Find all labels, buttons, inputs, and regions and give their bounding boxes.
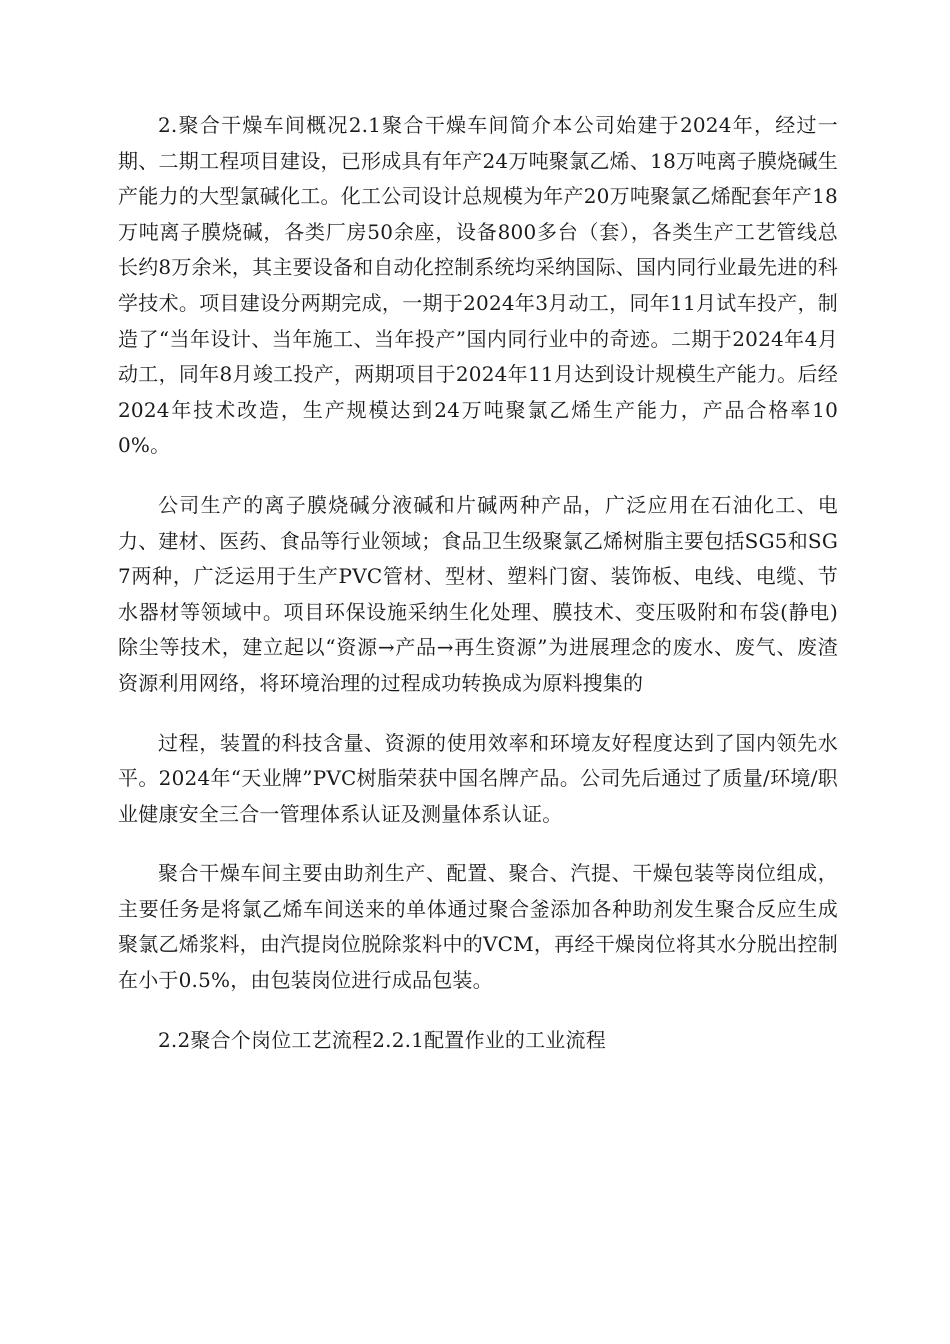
section-heading-process-flow: 2.2聚合个岗位工艺流程2.2.1配置作业的工业流程 — [158, 1027, 606, 1052]
paragraph-technology-level: 过程，装置的科技含量、资源的使用效率和环境友好程度达到了国内领先水平。2024年“天业牌”PVC树脂荣获中国名牌产品。公司先后通过了质量/环境/职业健康安全三合一管理体系认证及测量体系认证。 — [118, 730, 838, 826]
paragraph-workshop-tasks: 聚合干燥车间主要由助剂生产、配置、聚合、汽提、干燥包装等岗位组成，主要任务是将氯乙烯车间送来的单体通过聚合釜添加各种助剂发生聚合反应生成聚氯乙烯浆料，由汽提岗位脱除浆料中的VCM，再经干燥岗位将其水分脱出控制在小于0.5%，由包装岗位进行成品包装。 — [118, 861, 838, 993]
paragraph-products-applications: 公司生产的离子膜烧碱分液碱和片碱两种产品，广泛应用在石油化工、电力、建材、医药、食品等行业领域；食品卫生级聚氯乙烯树脂主要包括SG5和SG7两种，广泛运用于生产PVC管材、型材、塑料门窗、装饰板、电线、电缆、节水器材等领域中。项目环保设施采纳生化处理、膜技术、变压吸附和布袋(静电)除尘等技术，建立起以“资源→产品→再生资源”为进展理念的废水、废气、废渣资源利用网络，将环境治理的过程成功转换成为原料搜集的 — [118, 492, 838, 695]
paragraph-workshop-overview: 2.聚合干燥车间概况2.1聚合干燥车间简介本公司始建于2024年，经过一期、二期工程项目建设，已形成具有年产24万吨聚氯乙烯、18万吨离子膜烧碱生产能力的大型氯碱化工。化工公司设计总规模为年产20万吨聚氯乙烯配套年产18万吨离子膜烧碱，各类厂房50余座，设备800多台（套），各类生产工艺管线总长约8万余米，其主要设备和自动化控制系统均采纳国际、国内同行业最先进的科学技术。项目建设分两期完成，一期于2024年3月动工，同年11月试车投产，制造了“当年设计、当年施工、当年投产”国内同行业中的奇迹。二期于2024年4月动工，同年8月竣工投产，两期项目于2024年11月达到设计规模生产能力。后经2024年技术改造，生产规模达到24万吨聚氯乙烯生产能力，产品合格率100%。 — [118, 113, 838, 458]
document-page — [118, 108, 838, 1082]
